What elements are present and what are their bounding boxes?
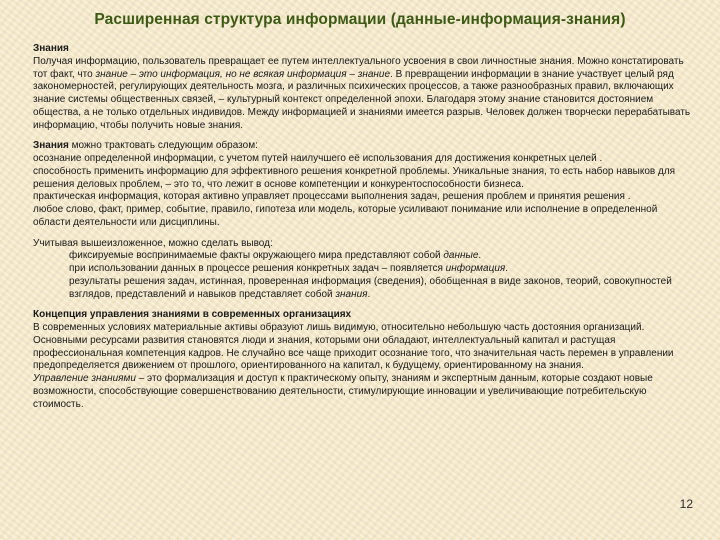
page-title: Расширенная структура информации (данные-информация-знания) (94, 11, 626, 28)
management-definition-text: – это формализация и доступ к практическому опыту, знаниям и экспертным данным, которые создают новые возможности, способствующие совершенствованию деятельности, стимулирующие инновации и увеличивающие потребительскую стоимость. (33, 373, 653, 410)
spacer (33, 301, 695, 309)
conclusion-item-text: при использовании данных в процессе решения конкретных задач – появляется (69, 263, 446, 274)
term-information: информация (445, 263, 506, 274)
conclusion-item-end: . (505, 263, 509, 274)
conclusion-item-end: . (478, 250, 482, 262)
page-number: 12 (679, 497, 693, 511)
spacer (33, 230, 695, 238)
interpretation-heading: Знания (33, 140, 69, 152)
interpretation-item: осознание определенной информации, с учетом путей наилучшего её использования для достижения конкретных целей . (33, 153, 603, 164)
conclusion-intro: Учитывая вышеизложенное, можно сделать вывод: (33, 237, 273, 249)
knowledge-text-start: Получая информацию, пользователь превращает ее путем интеллектуального усвоения в свои личностные знания. Можно констатировать тот факт, что (33, 55, 684, 80)
knowledge-paragraph (33, 56, 695, 133)
conclusion-item-knowledge (33, 276, 695, 302)
conclusion-item-information (33, 263, 695, 276)
interpretation-item: способность применить информацию для эффективного решения конкретной проблемы. Уникальные знания, то есть набор навыков для решения деловых проблем, – это то, что лежит в основе компетенции и конкурентоспособности бизнеса. (33, 165, 676, 190)
term-knowledge: знания (335, 288, 368, 300)
document-body (33, 43, 695, 411)
knowledge-text-end: . В превращении информации в знание участвует целый ряд закономерностей, регулирующих деятельность мозга, и различных психических процессов, а также разнообразных правил, включающих знание системы общественных связей, – культурный контекст определенной эпохи. Благодаря этому знание становится достоянием общества, а не только отдельных индивидов. Между информацией и знаниями имеется разрыв. Человек должен творчески перерабатывать информацию, чтобы получить новые знания. (33, 68, 691, 131)
interpretation-intro-text: можно трактовать следующим образом: (68, 140, 258, 152)
interpretation-intro (33, 140, 695, 153)
conclusion-item-text: результаты решения задач, истинная, проверенная информация (сведения), обобщенная в виде законов, теорий, совокупностей взглядов, представлений и навыков представляет собой (69, 275, 672, 300)
conclusion-item-end: . (367, 288, 371, 300)
term-data: данные (443, 250, 479, 262)
interpretation-item: практическая информация, которая активно управляет процессами выполнения задач, решения проблем и принятия решения . (33, 191, 631, 203)
interpretation-item: любое слово, факт, пример, событие, правило, гипотеза или модель, которые усиливают понимание или исполнение в определенной области деятельности или дисциплины. (33, 204, 658, 228)
knowledge-definition: знание – это информация, но не всякая информация – знание (95, 68, 391, 80)
management-definition (33, 373, 695, 411)
section-heading-management: Концепция управления знаниями в современных организациях (33, 309, 352, 321)
conclusion-item-data (33, 250, 695, 263)
management-paragraph: В современных условиях материальные активы образуют лишь видимую, относительно небольшую часть достояния организаций. Основными ресурсами развития становятся люди и знания, которыми они обладают, интеллектуальный капитал и растущая профессиональная компетенция кадров. Не случайно все чаще приходит осознание того, что значительная часть перемен в управлении предопределяется движением от прошлого, ориентированного на капитал, к будущему, ориентированному на знания. (33, 322, 674, 372)
term-knowledge-management: Управление знаниями (33, 373, 136, 384)
section-heading-knowledge: Знания (33, 43, 69, 54)
conclusion-item-text: фиксируемые воспринимаемые факты окружающего мира представляют собой (69, 250, 444, 262)
